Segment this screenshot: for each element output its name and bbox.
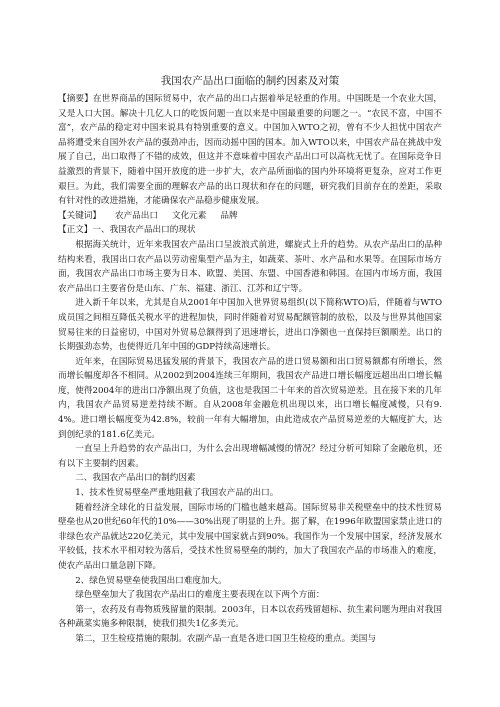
section-heading-2: 二、我国农产品出口的制约因素 bbox=[75, 473, 196, 484]
keywords-label: 【关键词】 bbox=[58, 210, 101, 221]
keyword-1: 农产品出口 bbox=[114, 210, 158, 221]
paragraph-7: 第一，农药及有毒物质残留量的限制。2003年，日本以农药残留超标、抗生素问题为理由对我国各种蔬菜实施多种限制，使我们损失1亿多美元。 bbox=[58, 604, 442, 630]
subsection-heading-2: 2、绿色贸易壁垒使我国出口难度加大。 bbox=[75, 575, 227, 586]
paragraph-6: 绿色壁垒加大了我国农产品出口的难度主要表现在以下两个方面： bbox=[75, 590, 325, 601]
paragraph-8: 第二，卫生检疫措施的限制。农副产品一直是各进口国卫生检疫的重点。美国与 bbox=[75, 633, 376, 644]
paragraph-1: 根据海关统计，近年来我国农产品出口呈波浪式前进，螺旋式上升的趋势。从农产品出口的品种结构来看，我国出口农产品以劳动密集型产品为主，如蔬菜、茶叶、水产品和水果等。在国际市场方面，我国农产品出口市场主要为日本、欧盟、美国、东盟、中国香港和韩国。在国内市场方面，我国农产品出口主要省份是山东、广东、福建、浙江、江苏和辽宁等。 bbox=[58, 239, 442, 294]
keywords-line bbox=[58, 209, 442, 224]
keyword-3: 品牌 bbox=[220, 210, 238, 221]
paragraph-4: 一直呈上升趋势的农产品出口，为什么会出现增幅减慢的情况？经过分析可知除了金融危机，还有以下主要制约因素。 bbox=[58, 444, 442, 469]
body-lead-heading: 【正文】一、我国农产品出口的现状 bbox=[58, 225, 196, 236]
paragraph-5: 随着经济全球化的日益发展，国际市场的门槛也越来越高。国际贸易非关税壁垒中的技术性贸易壁垒也从20世纪60年代的10%——30%出现了明显的上升。据了解，在1996年欧盟国家禁止进口的非绿色农产品就达220亿美元，其中发展中国家就占到90%。我国作为一个发展中国家，经济发展水平较低，技术水平相对较为落后，受技术性贸易壁垒的制约，加大了我国农产品的市场准入的难度，使农产品出口量急剧下降。 bbox=[58, 502, 442, 571]
paragraph-2: 进入新千年以来，尤其是自从2001年中国加入世界贸易组织(以下简称WTO)后，伴随着与WTO成员国之间相互降低关税水平的进程加快，同时伴随着对贸易配额管制的放松，以及与世界其他国家贸易往来的日益密切，中国对外贸易总额得到了迅速增长，进出口净额也一直保持巨额顺差。出口的长期强劲态势，也使得近几年中国的GDP持续高速增长。 bbox=[58, 298, 442, 353]
keyword-2: 文化元素 bbox=[171, 210, 207, 221]
abstract-paragraph: 【摘要】在世界商品的国际贸易中，农产品的出口占据着举足轻重的作用。中国既是一个农业大国，又是人口大国。解决十几亿人口的吃饭问题一直以来是中国最重要的问题之一。“农民不富，中国不富”，农产品的稳定对中国来说具有特别重要的意义。中国加入WTO之初，曾有不少人担忧中国农产品将遭受来自国外农产品的强劲冲击，因而动摇中国的国本。加入WTO以来，中国农产品在挑战中发展了自己，出口取得了不错的成效，但这并不意味着中国农产品出口可以高枕无忧了。在国际竞争日益激烈的背景下，随着中国开放度的进一步扩大，农产品所面临的国内外环境将更复杂，应对工作更艰巨。为此，我们需要全面的理解农产品的出口现状和存在的问题，研究我们目前存在的差距，采取有针对性的改进措施，才能确保农产品稳步健康发展。 bbox=[58, 94, 442, 207]
document-title: 我国农产品出口面临的制约因素及对策 bbox=[160, 75, 340, 87]
paragraph-3: 近年来，在国际贸易迅猛发展的背景下，我国农产品的进口贸易额和出口贸易额都有所增长，然而增长幅度却各不相同。从2002到2004连续三年期间，我国农产品进口增长幅度远超出出口增长幅度，使得2004年的进出口净额出现了负值，这也是我国二十年来的首次贸易逆差。且在接下来的几年内，我国农产品贸易逆差持续不断。自从2008年金融危机出现以来，出口增长幅度减慢，只有9.4%。进口增长幅度变为42.8%，较前一年有大幅增加，由此造成农产品贸易逆差的大幅度扩大，达到创纪录的181.6亿美元。 bbox=[58, 356, 442, 440]
subsection-heading-1: 1、技术性贸易壁垒严重地阻截了我国农产品的出口。 bbox=[75, 488, 279, 499]
